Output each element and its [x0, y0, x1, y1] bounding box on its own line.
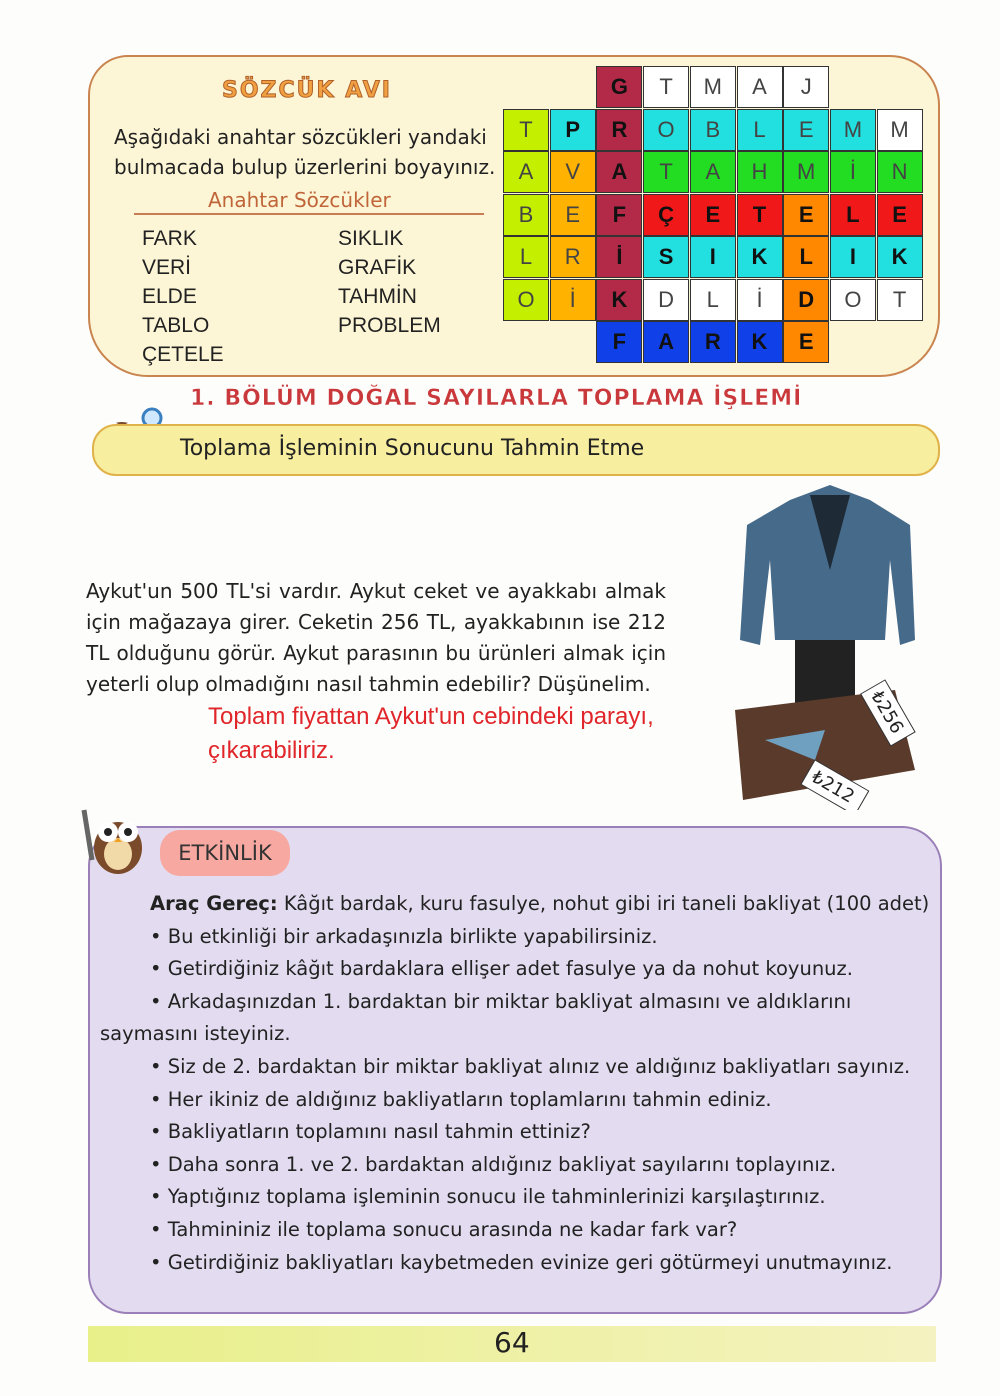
grid-cell: L — [503, 236, 549, 278]
grid-cell: I — [690, 236, 736, 278]
bullet-icon: • — [150, 1185, 168, 1209]
step-text: Yaptığınız toplama işleminin sonucu ile tahminlerinizi karşılaştırınız. — [167, 1185, 826, 1209]
keywords-divider — [134, 213, 484, 215]
bullet-icon: • — [150, 1054, 168, 1078]
page-number: 64 — [494, 1326, 530, 1359]
activity-step — [100, 1051, 930, 1084]
step-text: Tahmininiz ile toplama sonucu arasında ne kadar fark var? — [167, 1217, 738, 1241]
grid-cell: K — [737, 236, 783, 278]
grid-cell: E — [783, 321, 829, 363]
grid-cell: İ — [830, 151, 876, 193]
word-hunt-instruction: Aşağıdaki anahtar sözcükleri yandaki bulmacada bulup üzerlerini boyayınız. — [114, 125, 496, 179]
keyword: PROBLEM — [338, 314, 441, 337]
grid-cell: L — [783, 236, 829, 278]
grid-cell: N — [877, 151, 923, 193]
grid-cell: M — [830, 109, 876, 151]
grid-cell: T — [737, 194, 783, 236]
activity-label: ETKİNLİK — [160, 830, 290, 876]
grid-cell: O — [830, 279, 876, 321]
keyword: TABLO — [142, 314, 210, 337]
bullet-icon: • — [150, 957, 168, 981]
grid-cell: R — [690, 321, 736, 363]
step-text: Daha sonra 1. ve 2. bardaktan aldığınız bakliyat sayılarını toplayınız. — [167, 1152, 837, 1176]
grid-cell: G — [596, 66, 642, 108]
handwritten-answer: Toplam fiyattan Aykut'un cebindeki parayı, çıkarabiliriz. — [208, 703, 654, 764]
chapter-title: 1. BÖLÜM DOĞAL SAYILARLA TOPLAMA İŞLEMİ — [190, 386, 803, 411]
bullet-icon: • — [150, 1250, 168, 1274]
keyword: FARK — [142, 227, 197, 250]
grid-cell: A — [737, 66, 783, 108]
grid-cell: J — [783, 66, 829, 108]
grid-cell: T — [877, 279, 923, 321]
activity-step — [100, 986, 930, 1051]
step-text: Her ikiniz de aldığınız bakliyatların toplamlarını tahmin ediniz. — [167, 1087, 772, 1111]
keyword: SIKLIK — [338, 227, 404, 250]
grid-cell: H — [737, 151, 783, 193]
grid-cell: A — [596, 151, 642, 193]
keywords-col1 — [142, 224, 224, 369]
grid-cell: R — [596, 109, 642, 151]
grid-cell: I — [830, 236, 876, 278]
grid-cell: İ — [596, 236, 642, 278]
step-text: Bu etkinliği bir arkadaşınızla birlikte yapabilirsiniz. — [167, 924, 658, 948]
bullet-icon: • — [150, 1120, 168, 1144]
bullet-icon: • — [150, 1087, 168, 1111]
jacket-shoes-illustration — [735, 480, 945, 810]
grid-cell: B — [690, 109, 736, 151]
grid-cell: T — [643, 66, 689, 108]
grid-cell: Ç — [643, 194, 689, 236]
grid-cell: L — [737, 109, 783, 151]
step-text: Bakliyatların toplamını nasıl tahmin ettiniz? — [167, 1120, 591, 1144]
grid-cell: A — [643, 321, 689, 363]
bullet-icon: • — [150, 1152, 168, 1176]
grid-cell: T — [643, 151, 689, 193]
grid-cell: E — [877, 194, 923, 236]
activity-step — [100, 1214, 930, 1247]
section-title: Toplama İşleminin Sonucunu Tahmin Etme — [180, 436, 645, 461]
grid-cell: M — [783, 151, 829, 193]
grid-cell: K — [737, 321, 783, 363]
activity-step — [100, 1181, 930, 1214]
grid-cell: İ — [550, 279, 596, 321]
materials-label: Araç Gereç: — [150, 892, 278, 915]
grid-cell: M — [877, 109, 923, 151]
jacket-price-tag: ₺256 — [866, 687, 908, 738]
grid-cell: A — [503, 151, 549, 193]
grid-cell: B — [503, 194, 549, 236]
owl-pencil-icon — [76, 800, 156, 880]
grid-cell: E — [783, 109, 829, 151]
grid-cell: L — [830, 194, 876, 236]
grid-cell: E — [690, 194, 736, 236]
keyword: ÇETELE — [142, 343, 224, 366]
grid-cell: L — [690, 279, 736, 321]
keywords-col2 — [338, 224, 441, 340]
grid-cell: R — [550, 236, 596, 278]
activity-content — [100, 888, 930, 1279]
grid-cell: A — [690, 151, 736, 193]
grid-cell: O — [503, 279, 549, 321]
word-hunt-title: SÖZCÜK AVI — [222, 78, 392, 103]
keywords-heading: Anahtar Sözcükler — [208, 188, 391, 212]
activity-steps — [100, 921, 930, 1280]
activity-step — [100, 921, 930, 954]
grid-cell: F — [596, 321, 642, 363]
step-text: Siz de 2. bardaktan bir miktar bakliyat alınız ve aldığınız bakliyatları sayınız. — [167, 1054, 911, 1078]
activity-step — [100, 1149, 930, 1182]
keyword: ELDE — [142, 285, 197, 308]
activity-step — [100, 1247, 930, 1280]
activity-step — [100, 953, 930, 986]
grid-cell: D — [783, 279, 829, 321]
materials-text: Kâğıt bardak, kuru fasulye, nohut gibi iri taneli bakliyat (100 adet) — [277, 892, 930, 915]
keyword: VERİ — [142, 256, 192, 279]
grid-cell: M — [690, 66, 736, 108]
grid-cell: S — [643, 236, 689, 278]
grid-cell: E — [783, 194, 829, 236]
grid-cell: K — [596, 279, 642, 321]
story-text: Aykut'un 500 TL'si vardır. Aykut ceket ve ayakkabı almak için mağazaya girer. Ceketin 256 TL, ayakkabının ise 212 TL olduğunu görür. Aykut parasının bu ürünleri almak için yeterli olup olmadığını nasıl tahmin edebilir? Düşünelim. — [86, 579, 666, 696]
bullet-icon: • — [150, 924, 168, 948]
activity-step — [100, 1084, 930, 1117]
grid-cell: T — [503, 109, 549, 151]
grid-cell: O — [643, 109, 689, 151]
bullet-icon: • — [150, 1217, 168, 1241]
grid-cell: F — [596, 194, 642, 236]
grid-cell: V — [550, 151, 596, 193]
shoes-price-tag: ₺212 — [807, 766, 858, 808]
grid-cell: K — [877, 236, 923, 278]
step-text: Getirdiğiniz bakliyatları kaybetmeden evinize geri götürmeyi unutmayınız. — [167, 1250, 893, 1274]
bullet-icon: • — [150, 989, 168, 1013]
activity-step — [100, 1116, 930, 1149]
grid-cell: İ — [737, 279, 783, 321]
grid-cell: P — [550, 109, 596, 151]
step-text: Getirdiğiniz kâğıt bardaklara ellişer adet fasulye ya da nohut koyunuz. — [167, 957, 853, 981]
step-text: Arkadaşınızdan 1. bardaktan bir miktar bakliyat almasını ve aldıklarını saymasını isteyiniz. — [100, 989, 852, 1046]
grid-cell: E — [550, 194, 596, 236]
keyword: TAHMİN — [338, 285, 417, 308]
keyword: GRAFİK — [338, 256, 417, 279]
grid-cell: D — [643, 279, 689, 321]
